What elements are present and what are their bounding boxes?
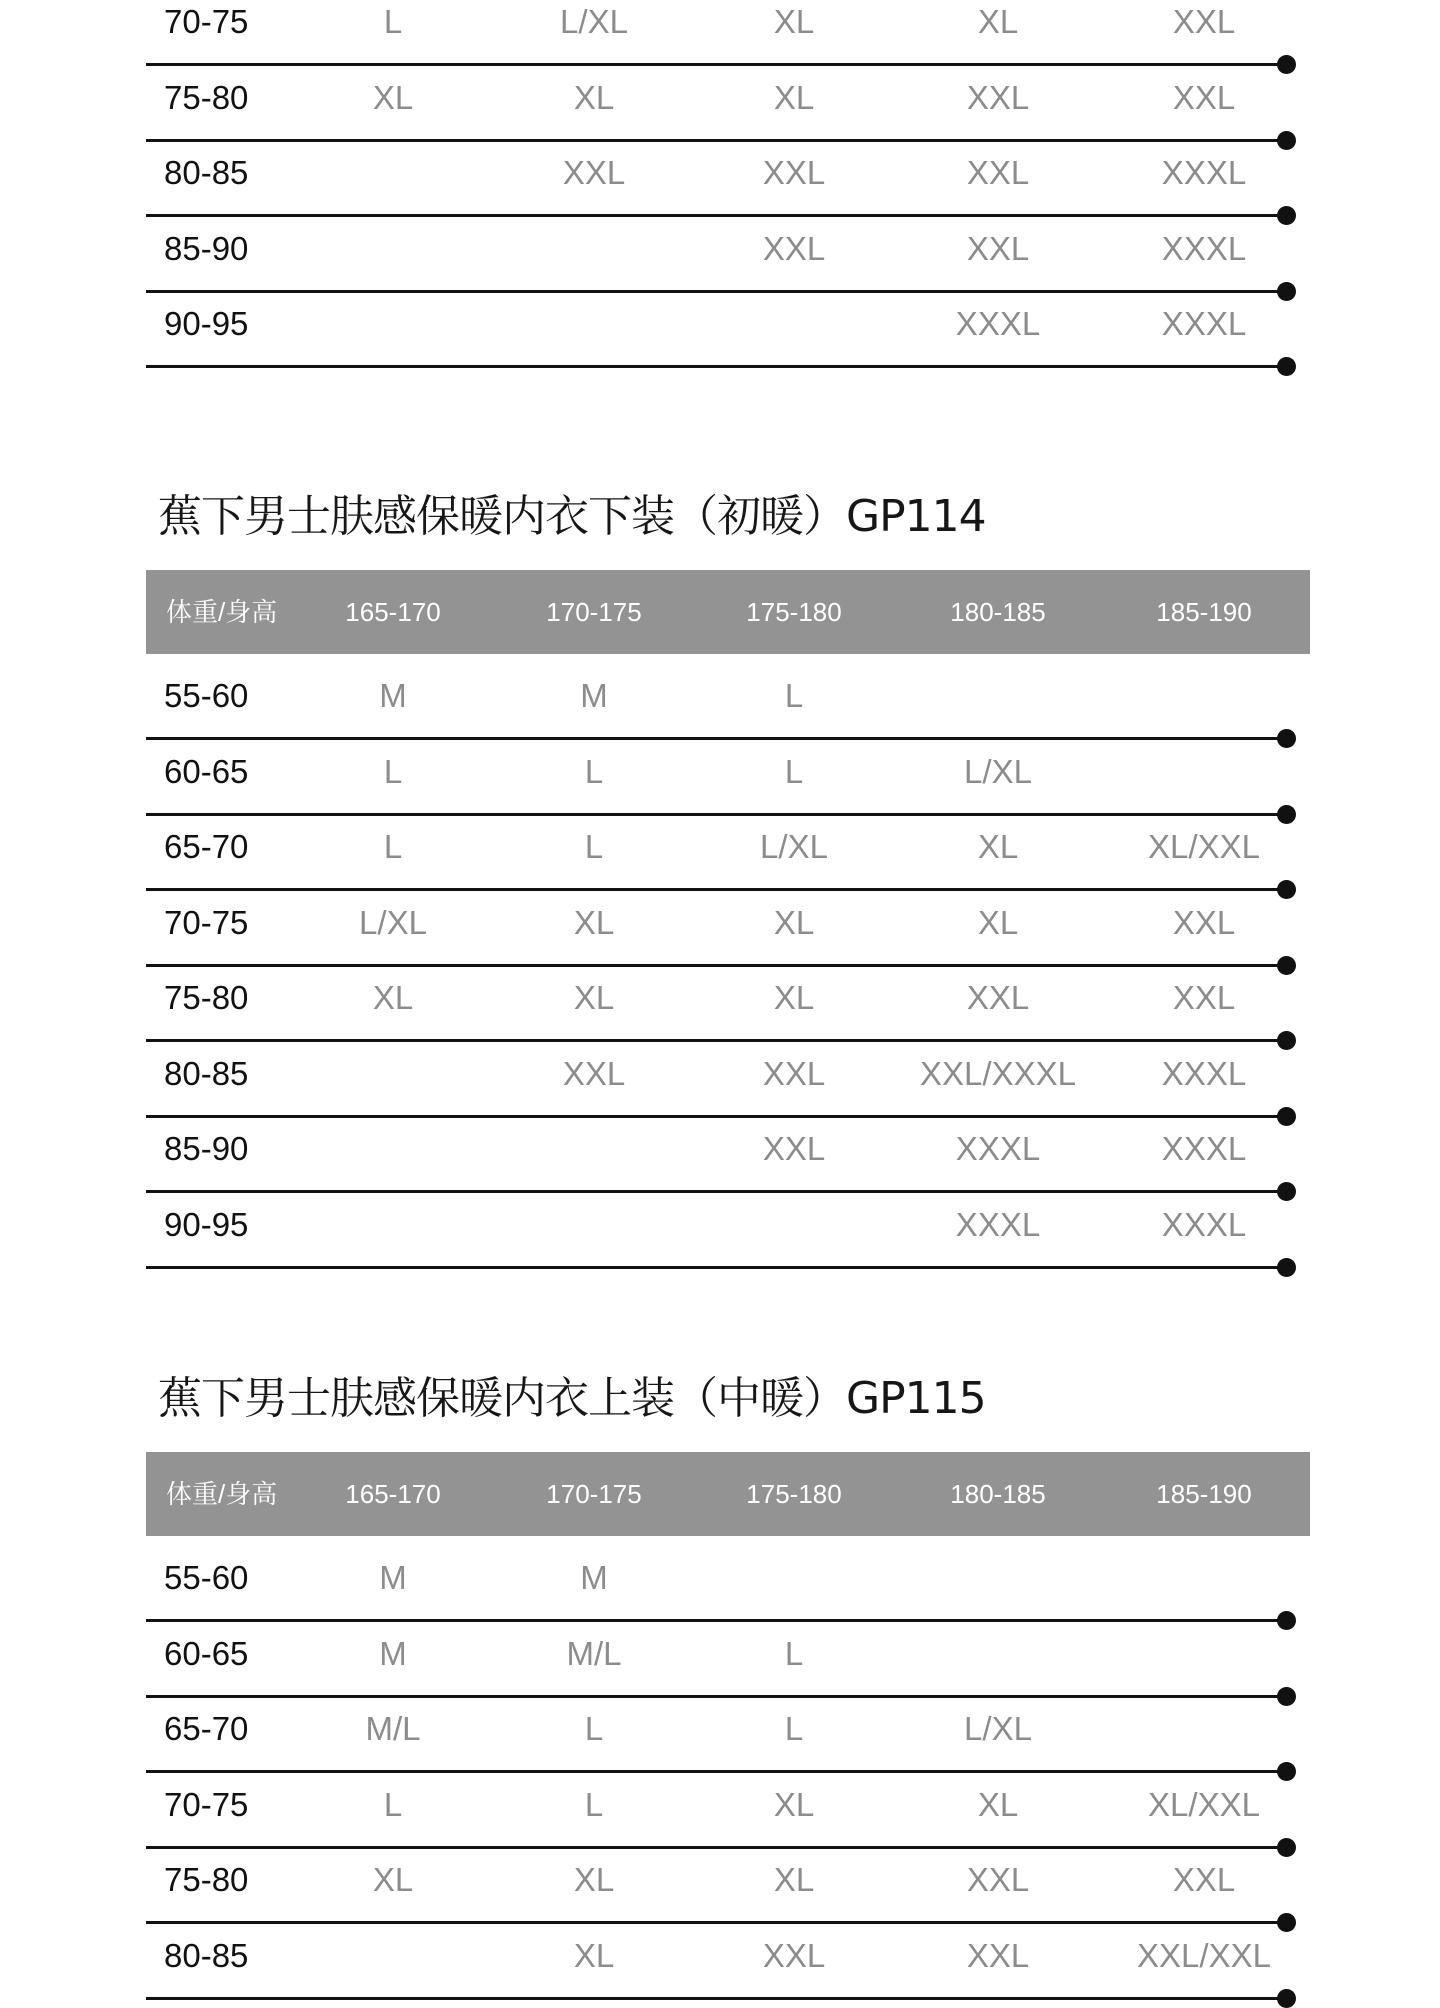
row-weight-label: 85-90 bbox=[164, 1130, 249, 1167]
size-cell: XL bbox=[372, 1861, 414, 1898]
size-cell: XL bbox=[773, 979, 815, 1016]
row-weight-label: 85-90 bbox=[164, 229, 249, 267]
size-cell: XXL bbox=[562, 1054, 626, 1092]
size-cell: L bbox=[584, 828, 604, 865]
row-weight-label: 65-70 bbox=[164, 828, 249, 865]
size-cell: XXL bbox=[762, 1054, 826, 1092]
size-cell: XXXL bbox=[955, 305, 1041, 342]
size-cell: L bbox=[383, 1785, 403, 1823]
row-weight-label: 90-95 bbox=[164, 1205, 249, 1243]
header-height-range: 185-190 bbox=[1156, 1479, 1252, 1509]
table-row bbox=[0, 1773, 1440, 1849]
row-weight-label: 70-75 bbox=[164, 1785, 249, 1823]
size-cell: XL bbox=[773, 1785, 815, 1823]
size-cell: L bbox=[584, 1785, 604, 1823]
size-cell: L bbox=[383, 752, 403, 790]
table-row bbox=[0, 217, 1440, 293]
size-cell: M bbox=[580, 1559, 608, 1596]
size-cell: XXXL bbox=[1161, 1054, 1247, 1092]
header-height-range: 165-170 bbox=[345, 1479, 441, 1509]
size-cell: L/XL bbox=[359, 903, 427, 941]
size-cell: XXL bbox=[1172, 979, 1236, 1016]
size-cell: XL bbox=[372, 979, 414, 1016]
row-weight-label: 80-85 bbox=[164, 1054, 249, 1092]
size-cell: L/XL bbox=[964, 1710, 1032, 1747]
size-cell: L/XL bbox=[760, 828, 828, 865]
header-weight-height-label: 体重/身高 bbox=[166, 597, 278, 627]
table-row bbox=[0, 1042, 1440, 1118]
size-cell: XXXL bbox=[1161, 154, 1247, 191]
size-cell: M/L bbox=[566, 1634, 622, 1672]
size-cell: XXL/XXL bbox=[1137, 1936, 1271, 1974]
row-weight-label: 60-65 bbox=[164, 752, 249, 790]
table-row bbox=[0, 292, 1440, 368]
size-cell: M/L bbox=[365, 1710, 421, 1747]
table-row bbox=[0, 1117, 1440, 1193]
header-height-range: 165-170 bbox=[345, 597, 441, 627]
header-height-range: 180-185 bbox=[950, 1479, 1046, 1509]
table-row bbox=[0, 141, 1440, 217]
row-weight-label: 70-75 bbox=[164, 903, 249, 941]
size-cell: XXXL bbox=[955, 1130, 1041, 1167]
table-row bbox=[0, 1193, 1440, 1269]
size-cell: XXL bbox=[966, 1861, 1030, 1898]
table-header bbox=[146, 570, 1310, 654]
size-cell: L/XL bbox=[964, 752, 1032, 790]
size-cell: XL bbox=[573, 78, 615, 116]
row-weight-label: 55-60 bbox=[164, 1559, 249, 1596]
size-cell: XXXL bbox=[1161, 229, 1247, 267]
size-cell: L bbox=[584, 1710, 604, 1747]
size-cell: L bbox=[383, 3, 403, 40]
size-cell: XXL bbox=[966, 154, 1030, 191]
size-cell: L bbox=[784, 1710, 804, 1747]
row-end-dot-icon bbox=[1277, 1989, 1296, 2008]
size-cell: XXL bbox=[1172, 903, 1236, 941]
size-cell: XXL bbox=[966, 78, 1030, 116]
row-weight-label: 55-60 bbox=[164, 677, 249, 714]
size-cell: XXL bbox=[966, 1936, 1030, 1974]
size-cell: XXL bbox=[1172, 1861, 1236, 1898]
size-cell: XL bbox=[573, 1861, 615, 1898]
row-divider-line bbox=[146, 1266, 1288, 1269]
size-cell: XL/XXL bbox=[1148, 1785, 1260, 1823]
row-weight-label: 80-85 bbox=[164, 1936, 249, 1974]
table-row bbox=[0, 664, 1440, 740]
size-cell: XL bbox=[372, 78, 414, 116]
size-cell: XL bbox=[977, 828, 1019, 865]
row-weight-label: 65-70 bbox=[164, 1710, 249, 1747]
size-cell: XL bbox=[773, 903, 815, 941]
header-height-range: 175-180 bbox=[746, 597, 842, 627]
row-weight-label: 90-95 bbox=[164, 305, 249, 342]
size-cell: M bbox=[580, 677, 608, 714]
size-cell: L/XL bbox=[560, 3, 628, 40]
size-cell: XXXL bbox=[955, 1205, 1041, 1243]
table-row bbox=[0, 815, 1440, 891]
row-divider-line bbox=[146, 1997, 1288, 2000]
size-cell: XXL bbox=[966, 979, 1030, 1016]
size-cell: XXL bbox=[762, 1130, 826, 1167]
size-cell: XL bbox=[773, 3, 815, 40]
size-cell: XL bbox=[977, 903, 1019, 941]
size-cell: XXL bbox=[1172, 3, 1236, 40]
size-cell: M bbox=[379, 1559, 407, 1596]
row-end-dot-icon bbox=[1277, 357, 1296, 376]
table-row bbox=[0, 966, 1440, 1042]
size-cell: L bbox=[383, 828, 403, 865]
table-row bbox=[0, 0, 1440, 66]
size-cell: XL bbox=[977, 1785, 1019, 1823]
table-row bbox=[0, 1848, 1440, 1924]
header-height-range: 170-175 bbox=[546, 1479, 642, 1509]
size-cell: M bbox=[379, 1634, 407, 1672]
row-weight-label: 60-65 bbox=[164, 1634, 249, 1672]
size-cell: XXL bbox=[562, 154, 626, 191]
size-cell: XL/XXL bbox=[1148, 828, 1260, 865]
row-weight-label: 80-85 bbox=[164, 154, 249, 191]
row-weight-label: 75-80 bbox=[164, 78, 249, 116]
size-cell: L bbox=[784, 677, 804, 714]
row-weight-label: 75-80 bbox=[164, 979, 249, 1016]
size-cell: XXL bbox=[762, 1936, 826, 1974]
size-cell: XXL/XXXL bbox=[920, 1054, 1076, 1092]
table-row bbox=[0, 740, 1440, 816]
header-weight-height-label: 体重/身高 bbox=[166, 1479, 278, 1509]
table-row bbox=[0, 1924, 1440, 2000]
table-row bbox=[0, 1622, 1440, 1698]
row-weight-label: 75-80 bbox=[164, 1861, 249, 1898]
size-cell: XL bbox=[977, 3, 1019, 40]
size-cell: XL bbox=[573, 1936, 615, 1974]
size-cell: XL bbox=[773, 1861, 815, 1898]
table-row bbox=[0, 66, 1440, 142]
size-cell: L bbox=[784, 752, 804, 790]
size-cell: XXXL bbox=[1161, 1205, 1247, 1243]
table-row bbox=[0, 1697, 1440, 1773]
size-cell: L bbox=[784, 1634, 804, 1672]
size-cell: XXL bbox=[966, 229, 1030, 267]
row-end-dot-icon bbox=[1277, 1258, 1296, 1277]
row-weight-label: 70-75 bbox=[164, 3, 249, 40]
table-header bbox=[146, 1452, 1310, 1536]
row-divider-line bbox=[146, 365, 1288, 368]
header-height-range: 175-180 bbox=[746, 1479, 842, 1509]
size-cell: XXL bbox=[762, 229, 826, 267]
section-title: 蕉下男士肤感保暖内衣上装（中暖）GP115 bbox=[158, 1373, 986, 1424]
size-cell: XL bbox=[573, 979, 615, 1016]
size-cell: M bbox=[379, 677, 407, 714]
header-height-range: 180-185 bbox=[950, 597, 1046, 627]
size-cell: XL bbox=[773, 78, 815, 116]
header-height-range: 185-190 bbox=[1156, 597, 1252, 627]
size-cell: XXXL bbox=[1161, 1130, 1247, 1167]
table-row bbox=[0, 1546, 1440, 1622]
size-cell: L bbox=[584, 752, 604, 790]
size-cell: XL bbox=[573, 903, 615, 941]
size-cell: XXL bbox=[1172, 78, 1236, 116]
header-height-range: 170-175 bbox=[546, 597, 642, 627]
size-cell: XXXL bbox=[1161, 305, 1247, 342]
size-cell: XXL bbox=[762, 154, 826, 191]
section-title: 蕉下男士肤感保暖内衣下装（初暖）GP114 bbox=[158, 491, 986, 542]
table-row bbox=[0, 891, 1440, 967]
